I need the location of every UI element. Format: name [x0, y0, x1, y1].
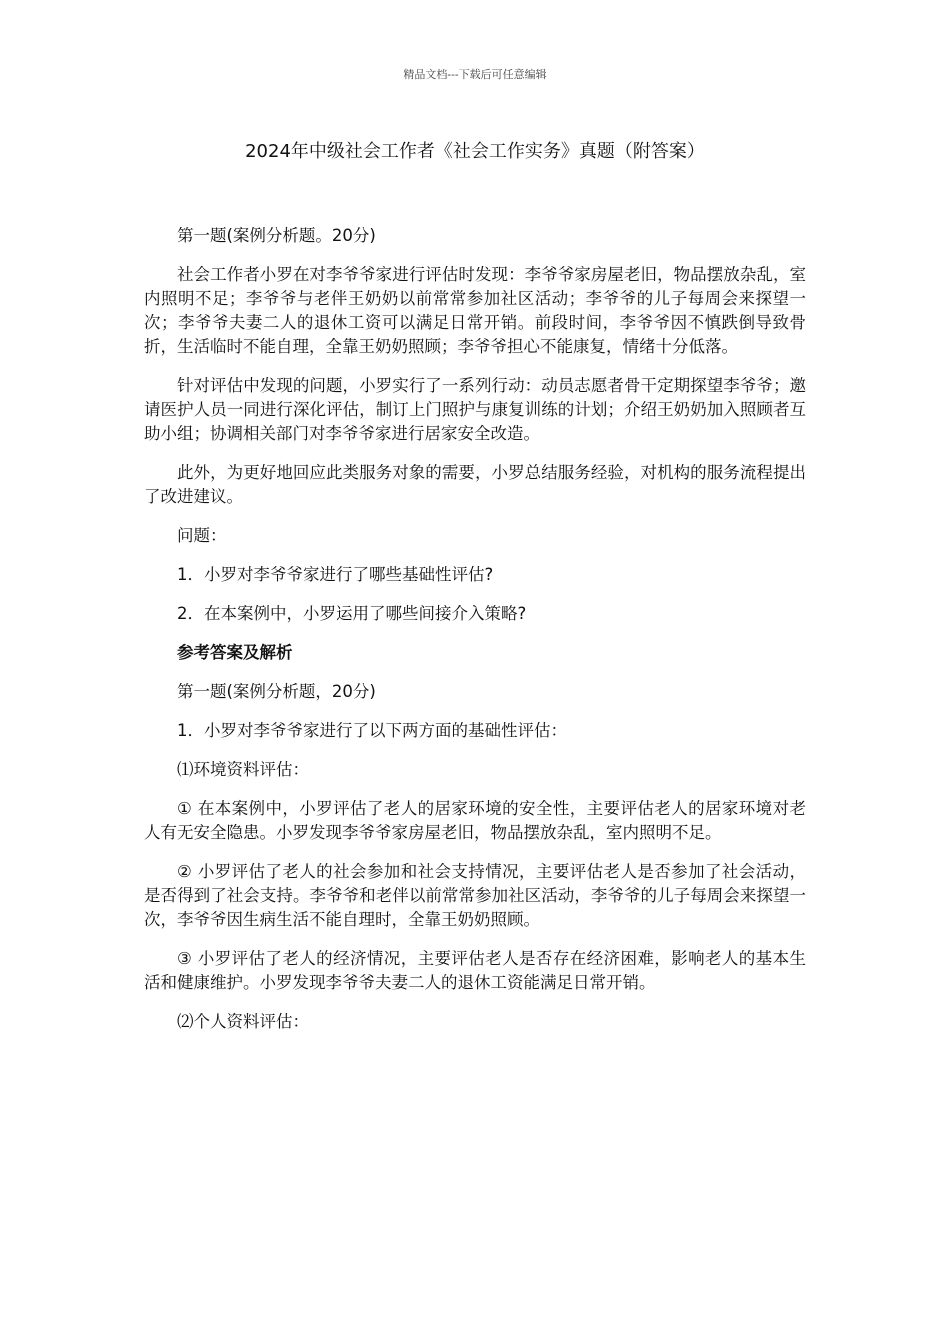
paragraph: ⑵个人资料评估：	[177, 1012, 309, 1031]
paragraph: 此外，为更好地回应此类服务对象的需要，小罗总结服务经验，对机构的服务流程提出了改进建议。	[144, 463, 806, 506]
paragraph: 针对评估中发现的问题，小罗实行了一系列行动：动员志愿者骨干定期探望李爷爷；邀请医护人员一同进行深化评估，制订上门照护与康复训练的计划；介绍王奶奶加入照顾者互助小组；协调相关部门对李爷爷家进行居家安全改造。	[144, 376, 806, 443]
paragraph: ⑴环境资料评估：	[177, 760, 309, 779]
paragraph: 2．在本案例中，小罗运用了哪些间接介入策略?	[177, 604, 527, 623]
paragraph: 问题：	[177, 526, 227, 545]
header-note: 精品文档---下载后可任意编辑	[403, 68, 547, 81]
paragraph: ① 在本案例中，小罗评估了老人的居家环境的安全性，主要评估老人的居家环境对老人有无安全隐患。小罗发现李爷爷家房屋老旧，物品摆放杂乱，室内照明不足。	[144, 799, 806, 842]
paragraph: 社会工作者小罗在对李爷爷家进行评估时发现：李爷爷家房屋老旧，物品摆放杂乱，室内照明不足；李爷爷与老伴王奶奶以前常常参加社区活动；李爷爷的儿子每周会来探望一次；李爷爷夫妻二人的退休工资可以满足日常开销。前段时间，李爷爷因不慎跌倒导致骨折，生活临时不能自理，全靠王奶奶照顾；李爷爷担心不能康复，情绪十分低落。	[144, 265, 806, 356]
document-body	[144, 224, 806, 1049]
section-heading: 参考答案及解析	[177, 643, 293, 662]
page-title: 2024年中级社会工作者《社会工作实务》真题（附答案）	[245, 141, 705, 162]
paragraph: 1．小罗对李爷爷家进行了哪些基础性评估?	[177, 565, 494, 584]
paragraph: ③ 小罗评估了老人的经济情况，主要评估老人是否存在经济困难，影响老人的基本生活和健康维护。小罗发现李爷爷夫妻二人的退休工资能满足日常开销。	[144, 949, 806, 992]
paragraph: 1．小罗对李爷爷家进行了以下两方面的基础性评估：	[177, 721, 567, 740]
paragraph: 第一题(案例分析题。20分)	[177, 226, 376, 245]
paragraph: 第一题(案例分析题，20分)	[177, 682, 376, 701]
paragraph: ② 小罗评估了老人的社会参加和社会支持情况，主要评估老人是否参加了社会活动，是否得到了社会支持。李爷爷和老伴以前常常参加社区活动，李爷爷的儿子每周会来探望一次，李爷爷因生病生活不能自理时，全靠王奶奶照顾。	[144, 862, 806, 929]
